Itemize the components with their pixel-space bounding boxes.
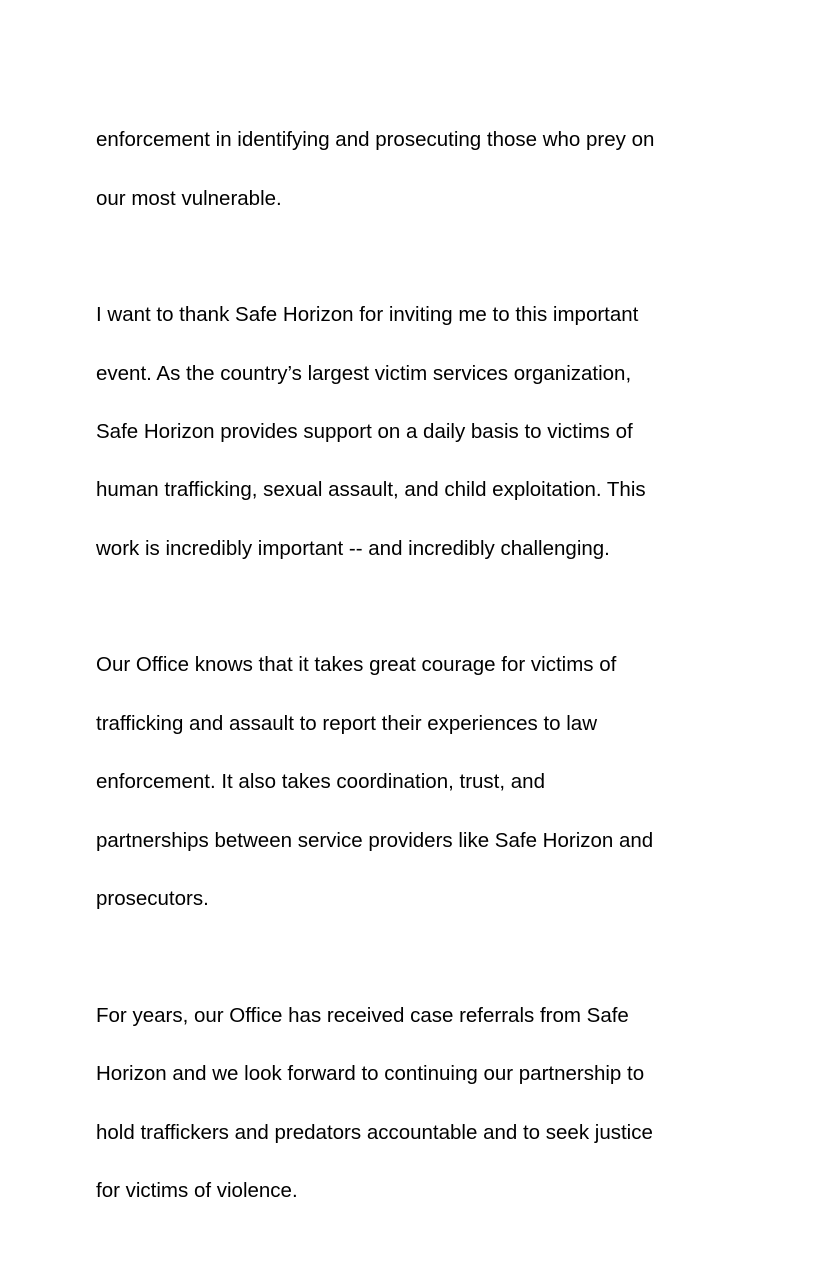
text-line: I want to thank Safe Horizon for inviting me to this important — [96, 303, 639, 327]
paragraph-1 — [96, 96, 720, 242]
text-line: Horizon and we look forward to continuing our partnership to — [96, 1062, 645, 1086]
text-line: for victims of violence. — [96, 1178, 298, 1202]
paragraph-2 — [96, 271, 720, 592]
text-line: prosecutors. — [96, 887, 209, 911]
text-line: hold traffickers and predators accountable and to seek justice — [96, 1120, 653, 1144]
paragraph-3 — [96, 621, 720, 942]
text-line: Our Office knows that it takes great courage for victims of — [96, 653, 617, 677]
text-line: human trafficking, sexual assault, and child exploitation. This — [96, 478, 646, 502]
text-line: Safe Horizon provides support on a daily basis to victims of — [96, 420, 633, 444]
text-line: trafficking and assault to report their experiences to law — [96, 711, 597, 735]
text-line: enforcement in identifying and prosecuting those who prey on — [96, 128, 655, 152]
text-line: enforcement. It also takes coordination, trust, and — [96, 770, 545, 794]
text-line: event. As the country’s largest victim services organization, — [96, 361, 632, 385]
paragraph-4 — [96, 971, 720, 1234]
text-line: For years, our Office has received case referrals from Safe — [96, 1003, 629, 1027]
text-line: our most vulnerable. — [96, 186, 282, 210]
text-line: work is incredibly important -- and incredibly challenging. — [96, 536, 610, 560]
document-page — [96, 96, 720, 1263]
text-line: partnerships between service providers like Safe Horizon and — [96, 828, 654, 852]
